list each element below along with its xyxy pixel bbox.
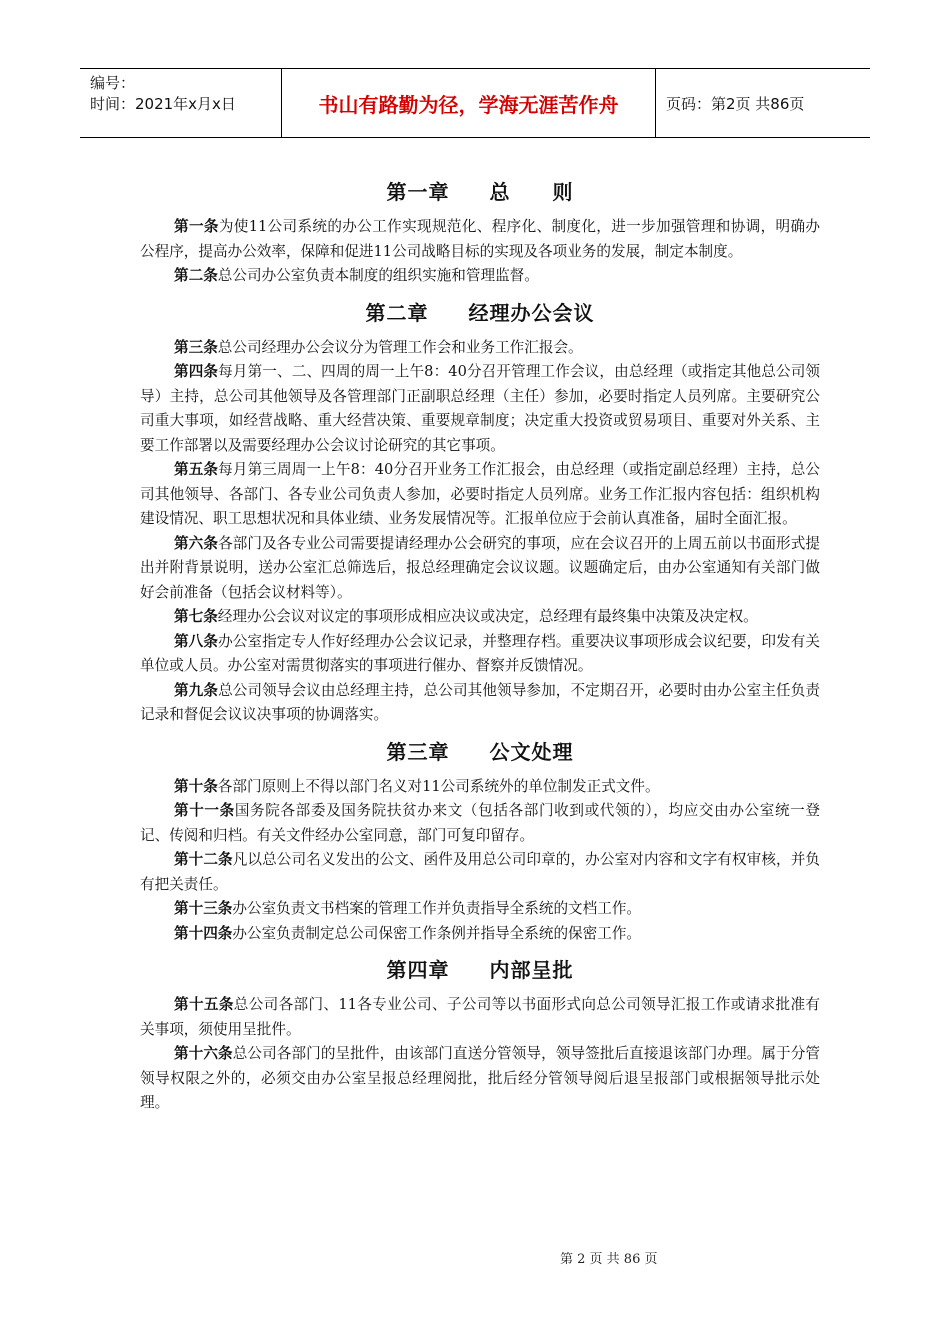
article-label: 第十条: [174, 777, 218, 795]
chapter-title: 内部呈批: [489, 958, 574, 982]
chapter-heading: [140, 736, 820, 765]
article-text: 办公室指定专人作好经理办公会议记录，并整理存档。重要决议事项形成会议纪要，印发有关单位或人员。办公室对需贯彻落实的事项进行催办、督察并反馈情况。: [140, 632, 820, 674]
article-label: 第十三条: [174, 900, 233, 917]
article-text: 总公司经理办公会议分为管理工作会和业务工作汇报会。: [217, 338, 583, 356]
header-page-info: 页码：第2页 共86页: [666, 94, 805, 113]
article-label: 第十四条: [174, 924, 233, 942]
article-text: 办公室负责制定总公司保密工作条例并指导全系统的保密工作。: [232, 924, 642, 942]
article-paragraph: [140, 775, 820, 800]
document-body: [140, 168, 820, 1116]
article-label: 第五条: [174, 461, 219, 478]
article-label: 第三条: [174, 338, 218, 356]
article-text: 总公司各部门、11各专业公司、子公司等以书面形式向总公司领导汇报工作或请求批准有关事项，须使用呈批件。: [140, 996, 820, 1038]
article-paragraph: [140, 630, 820, 679]
article-text: 经理办公会议对议定的事项形成相应决议或决定，总经理有最终集中决策及决定权。: [217, 608, 758, 625]
article-paragraph: [140, 605, 820, 630]
chapter-heading: [140, 954, 820, 983]
article-paragraph: [140, 1042, 820, 1116]
article-label: 第七条: [174, 608, 218, 625]
document-number: 编号：: [90, 74, 136, 92]
chapter-number: 第二章: [365, 300, 429, 325]
article-label: 第四条: [174, 363, 219, 380]
article-label: 第九条: [174, 681, 219, 699]
article-paragraph: [140, 360, 820, 458]
document-date: 时间：2021年x月x日: [90, 95, 236, 113]
article-text: 总公司办公室负责本制度的组织实施和管理监督。: [217, 267, 539, 284]
header-meta: [80, 69, 282, 137]
article-paragraph: [140, 336, 820, 361]
article-label: 第一条: [174, 218, 219, 235]
chapter-number: 第四章: [386, 958, 450, 982]
article-paragraph: [140, 922, 820, 947]
chapter-number: 第三章: [386, 739, 450, 764]
article-paragraph: [140, 264, 820, 289]
chapter-title: 公文处理: [489, 739, 574, 764]
article-paragraph: [140, 532, 820, 606]
article-label: 第十一条: [174, 802, 235, 819]
article-text: 每月第一、二、四周的周一上午8：40分召开管理工作会议，由总经理（或指定其他总公司领导）主持，总公司其他领导及各管理部门正副职总经理（主任）参加，必要时指定人员列席。主要研究公司重大事项，如经营战略、重大经营决策、重要规章制度；决定重大投资或贸易项目、重要对外关系、主要工作部署以及需要经理办公会议讨论研究的其它事项。: [140, 363, 820, 454]
article-text: 总公司领导会议由总经理主持，总公司其他领导参加，不定期召开，必要时由办公室主任负责记录和督促会议议决事项的协调落实。: [140, 681, 820, 723]
article-label: 第十五条: [174, 996, 234, 1013]
chapter-title: 经理办公会议: [468, 300, 595, 325]
chapter-heading: [140, 297, 820, 326]
page-footer: 第 2 页 共 86 页: [560, 1252, 658, 1267]
article-text: 总公司各部门的呈批件，由该部门直送分管领导，领导签批后直接退该部门办理。属于分管领导权限之外的，必须交由办公室呈报总经理阅批，批后经分管领导阅后退呈报部门或根据领导批示处理。: [140, 1045, 820, 1111]
article-paragraph: [140, 848, 820, 897]
article-paragraph: [140, 799, 820, 848]
article-text: 办公室负责文书档案的管理工作并负责指导全系统的文档工作。: [232, 900, 642, 917]
chapter-number: 第一章: [386, 180, 450, 204]
article-label: 第十二条: [174, 851, 233, 868]
article-paragraph: [140, 993, 820, 1042]
article-paragraph: [140, 679, 820, 728]
article-label: 第六条: [174, 534, 219, 552]
article-paragraph: [140, 458, 820, 532]
article-text: 为使11公司系统的办公工作实现规范化、程序化、制度化，进一步加强管理和协调，明确办公程序，提高办公效率，保障和促进11公司战略目标的实现及各项业务的发展，制定本制度。: [140, 218, 820, 260]
chapter-heading: [140, 176, 820, 205]
article-label: 第八条: [174, 632, 219, 650]
article-text: 每月第三周周一上午8：40分召开业务工作汇报会，由总经理（或指定副总经理）主持，总公司其他领导、各部门、各专业公司负责人参加，必要时指定人员列席。业务工作汇报内容包括：组织机构建设情况、职工思想状况和具体业绩、业务发展情况等。汇报单位应于会前认真准备，届时全面汇报。: [140, 461, 820, 527]
chapter-title: 总 则: [489, 180, 574, 204]
article-text: 各部门原则上不得以部门名义对11公司系统外的单位制发正式文件。: [217, 777, 660, 795]
header-motto: 书山有路勤为径，学海无涯苦作舟: [282, 69, 656, 137]
article-paragraph: [140, 215, 820, 264]
article-text: 凡以总公司名义发出的公文、函件及用总公司印章的，办公室对内容和文字有权审核，并负有把关责任。: [140, 851, 820, 893]
page-header: [80, 68, 870, 138]
article-label: 第二条: [174, 267, 218, 284]
article-paragraph: [140, 897, 820, 922]
article-text: 国务院各部委及国务院扶贫办来文（包括各部门收到或代领的），均应交由办公室统一登记、传阅和归档。有关文件经办公室同意，部门可复印留存。: [140, 802, 820, 844]
article-label: 第十六条: [174, 1045, 233, 1062]
article-text: 各部门及各专业公司需要提请经理办公会研究的事项，应在会议召开的上周五前以书面形式提出并附背景说明，送办公室汇总筛选后，报总经理确定会议议题。议题确定后，由办公室通知有关部门做好会前准备（包括会议材料等）。: [140, 534, 820, 601]
